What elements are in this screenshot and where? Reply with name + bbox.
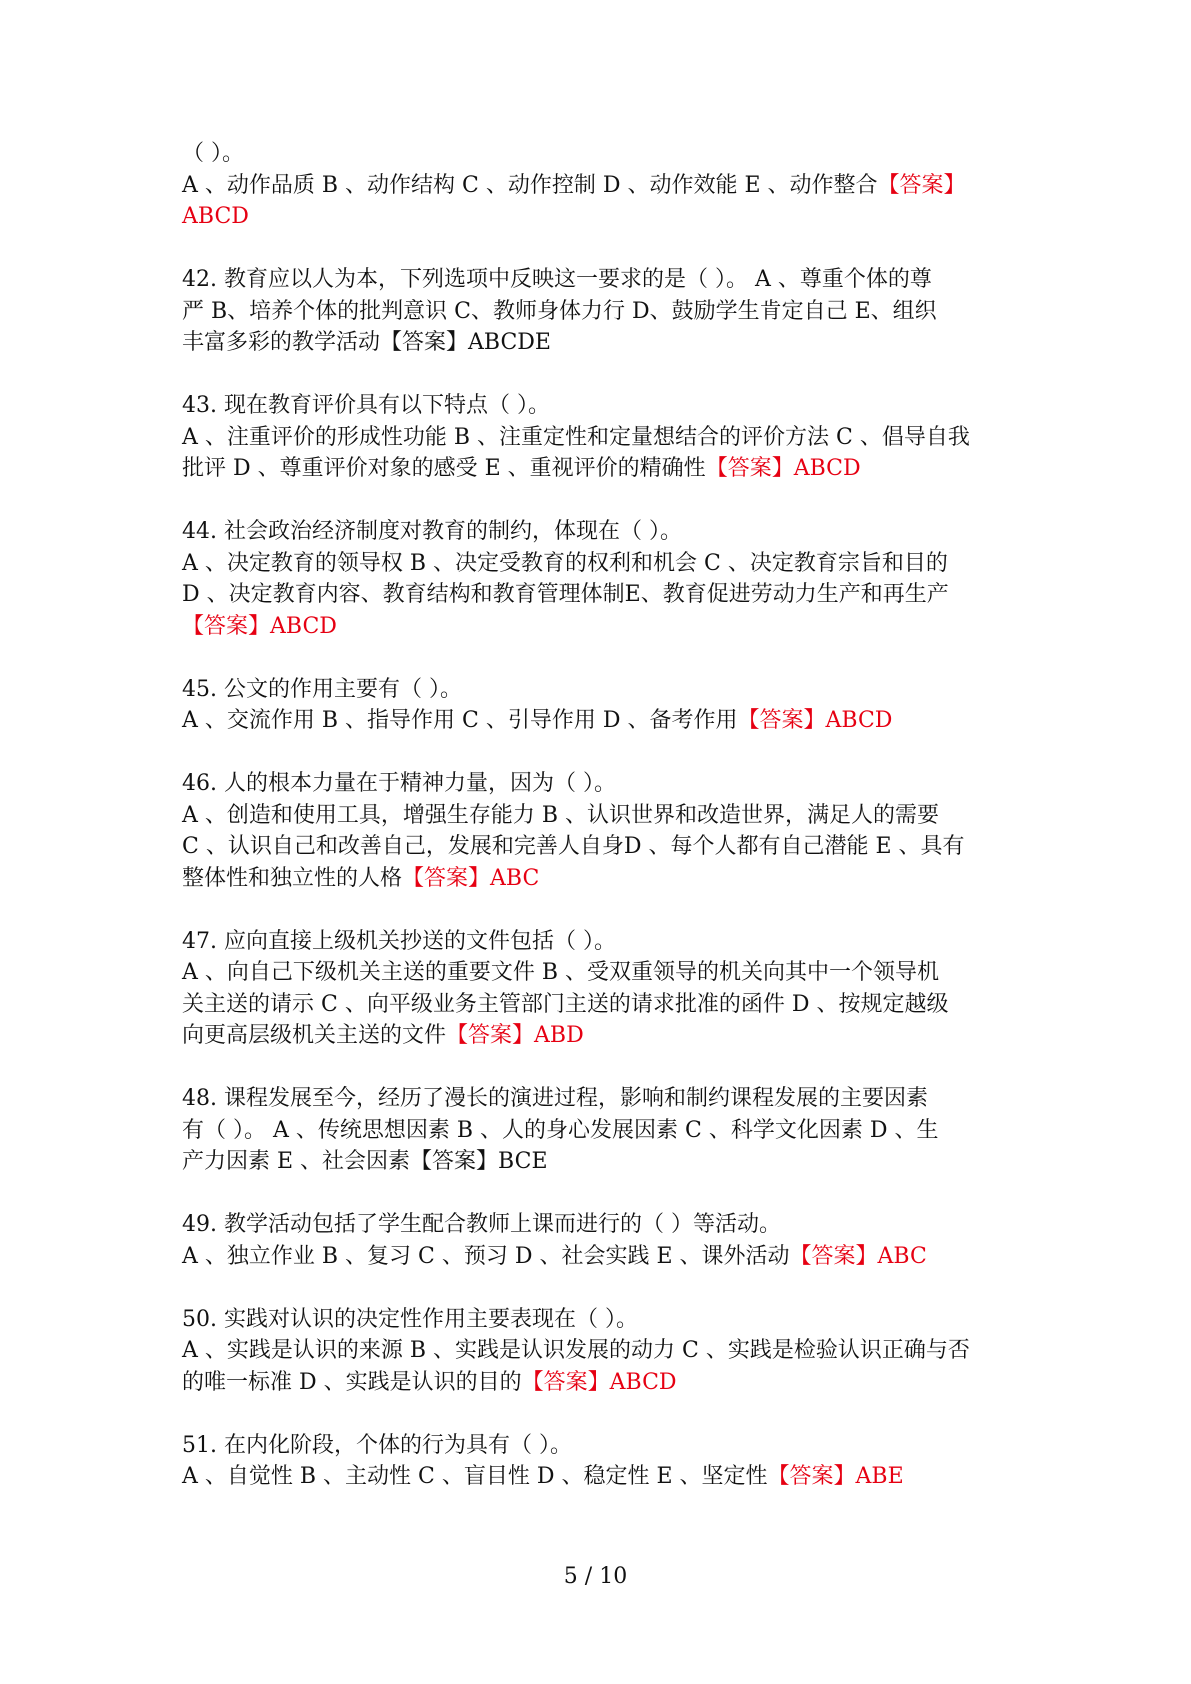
text-line xyxy=(182,548,1022,580)
question-text: 43. 现在教育评价具有以下特点（ ）。 xyxy=(182,393,550,418)
answer-text: 【答案】 xyxy=(877,172,966,198)
text-line xyxy=(182,1020,1022,1052)
text-line xyxy=(182,516,1022,548)
text-line xyxy=(182,674,1022,706)
text-line xyxy=(182,957,1022,989)
text-line xyxy=(182,831,1022,863)
question-text: 50. 实践对认识的决定性作用主要表现在（ ）。 xyxy=(182,1306,638,1332)
question-text: A 、实践是认识的来源 B 、实践是认识发展的动力 C 、实践是检验认识正确与否 xyxy=(182,1338,970,1363)
text-line xyxy=(182,579,1022,611)
question-text: 49. 教学活动包括了学生配合教师上课而进行的（ ）等活动。 xyxy=(182,1212,781,1237)
question-text: 关主送的请示 C 、向平级业务主管部门主送的请求批准的函件 D 、按规定越级 xyxy=(182,991,949,1017)
question-text: 的唯一标准 D 、实践是认识的目的 xyxy=(182,1369,522,1395)
question-text: 严 B、培养个体的批判意识 C、教师身体力行 D、鼓励学生肯定自己 E、组织 xyxy=(182,298,937,324)
question-text: （ ）。 xyxy=(182,141,244,166)
question-block xyxy=(182,516,1022,642)
question-block xyxy=(182,390,1022,485)
question-text: A 、动作品质 B 、动作结构 C 、动作控制 D 、动作效能 E 、动作整合 xyxy=(182,172,878,198)
text-line xyxy=(182,1367,1022,1399)
question-text: 丰富多彩的教学活动【答案】ABCDE xyxy=(182,330,551,355)
question-text: 42. 教育应以人为本，下列选项中反映这一要求的是（ ）。 A 、尊重个体的尊 xyxy=(182,267,932,292)
text-line xyxy=(182,1335,1022,1367)
text-line xyxy=(182,1146,1022,1178)
question-text: 产力因素 E 、社会因素【答案】BCE xyxy=(182,1149,548,1174)
question-text: 51. 在内化阶段，个体的行为具有（ ）。 xyxy=(182,1432,572,1458)
text-line xyxy=(182,1461,1022,1493)
question-text: 46. 人的根本力量在于精神力量，因为（ ）。 xyxy=(182,771,616,796)
question-block xyxy=(182,1430,1022,1493)
answer-text: 【答案】ABCD xyxy=(705,456,861,481)
answer-text: 【答案】ABC xyxy=(402,865,540,891)
question-block xyxy=(182,1304,1022,1399)
question-text: A 、向自己下级机关主送的重要文件 B 、受双重领导的机关向其中一个领导机 xyxy=(182,960,940,985)
question-block xyxy=(182,264,1022,359)
text-line xyxy=(182,264,1022,296)
text-line xyxy=(182,800,1022,832)
answer-text: ABCD xyxy=(182,204,249,229)
question-text: 44. 社会政治经济制度对教育的制约，体现在（ ）。 xyxy=(182,519,682,544)
question-text: A 、决定教育的领导权 B 、决定受教育的权利和机会 C 、决定教育宗旨和目的 xyxy=(182,550,948,576)
question-text: A 、交流作用 B 、指导作用 C 、引导作用 D 、备考作用 xyxy=(182,708,738,733)
answer-text: 【答案】ABCD xyxy=(737,708,893,733)
answer-text: 【答案】ABCD xyxy=(521,1369,677,1395)
question-block xyxy=(182,926,1022,1052)
text-line xyxy=(182,296,1022,328)
question-block xyxy=(182,138,1022,233)
question-text: A 、创造和使用工具，增强生存能力 B 、认识世界和改造世界，满足人的需要 xyxy=(182,802,940,828)
question-text: 48. 课程发展至今，经历了漫长的演进过程，影响和制约课程发展的主要因素 xyxy=(182,1086,928,1111)
text-line xyxy=(182,453,1022,485)
question-block xyxy=(182,768,1022,894)
question-text: 45. 公文的作用主要有（ ）。 xyxy=(182,676,462,702)
text-line xyxy=(182,768,1022,800)
question-block xyxy=(182,1209,1022,1272)
text-line xyxy=(182,1241,1022,1273)
answer-text: 【答案】ABE xyxy=(767,1464,904,1489)
question-text: A 、独立作业 B 、复习 C 、预习 D 、社会实践 E 、课外活动 xyxy=(182,1243,790,1269)
answer-text: 【答案】ABD xyxy=(446,1023,584,1048)
question-list xyxy=(182,138,1022,1493)
answer-text: 【答案】ABC xyxy=(789,1243,927,1269)
question-text: 47. 应向直接上级机关抄送的文件包括（ ）。 xyxy=(182,928,616,954)
page-number: 5 / 10 xyxy=(563,1564,628,1589)
text-line xyxy=(182,1115,1022,1147)
text-line xyxy=(182,705,1022,737)
text-line xyxy=(182,611,1022,643)
text-line xyxy=(182,926,1022,958)
question-text: 有（ ）。 A 、传统思想因素 B 、人的身心发展因素 C 、科学文化因素 D 、生 xyxy=(182,1117,939,1143)
question-text: 整体性和独立性的人格 xyxy=(182,865,403,891)
question-text: C 、认识自己和改善自己，发展和完善人自身D 、每个人都有自己潜能 E 、具有 xyxy=(182,834,965,859)
answer-text: 【答案】ABCD xyxy=(182,613,337,639)
text-line xyxy=(182,1083,1022,1115)
text-line xyxy=(182,1430,1022,1462)
text-line xyxy=(182,327,1022,359)
question-block xyxy=(182,674,1022,737)
question-text: A 、自觉性 B 、主动性 C 、盲目性 D 、稳定性 E 、坚定性 xyxy=(182,1464,768,1489)
question-block xyxy=(182,1083,1022,1178)
text-line xyxy=(182,138,1022,170)
text-line xyxy=(182,989,1022,1021)
question-text: 批评 D 、尊重评价对象的感受 E 、重视评价的精确性 xyxy=(182,456,706,481)
text-line xyxy=(182,422,1022,454)
question-text: 向更高层级机关主送的文件 xyxy=(182,1023,447,1048)
text-line xyxy=(182,390,1022,422)
text-line xyxy=(182,1209,1022,1241)
text-line xyxy=(182,170,1022,202)
document-body xyxy=(182,138,1022,1524)
question-text: A 、注重评价的形成性功能 B 、注重定性和定量想结合的评价方法 C 、倡导自我 xyxy=(182,424,970,450)
question-text: D 、决定教育内容、教育结构和教育管理体制E、教育促进劳动力生产和再生产 xyxy=(182,582,949,607)
text-line xyxy=(182,1304,1022,1336)
text-line xyxy=(182,201,1022,233)
text-line xyxy=(182,863,1022,895)
